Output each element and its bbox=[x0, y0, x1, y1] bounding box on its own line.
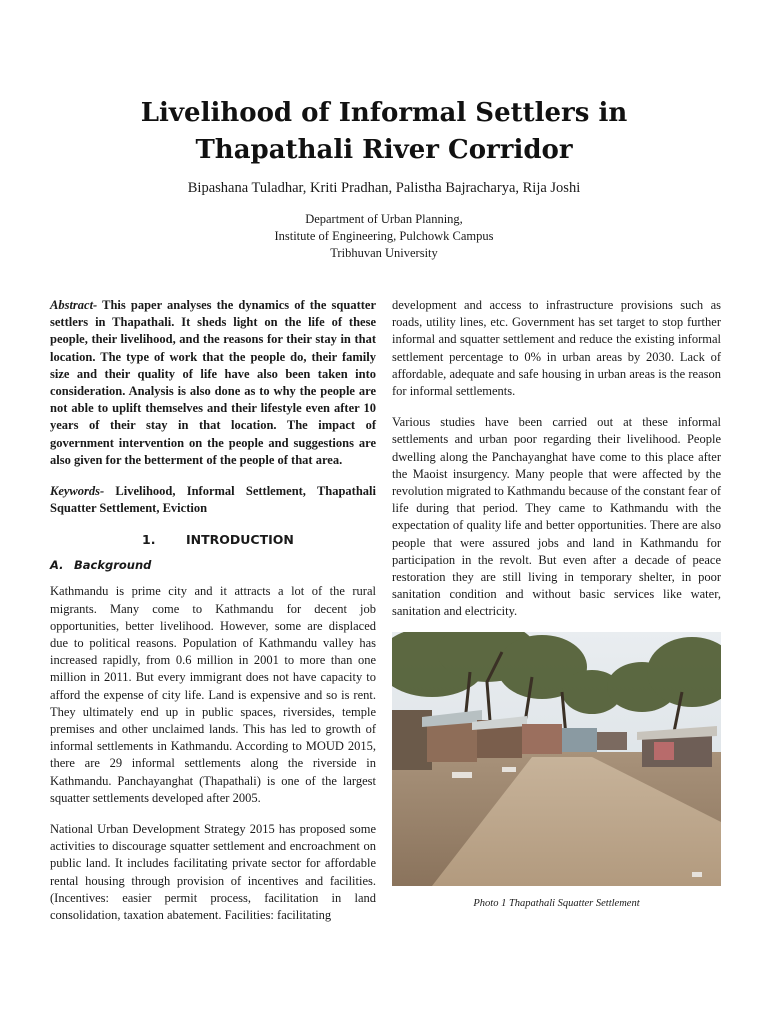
author-list: Bipashana Tuladhar, Kriti Pradhan, Palistha Bajracharya, Rija Joshi bbox=[187, 180, 581, 196]
subsection-heading-background bbox=[50, 557, 376, 571]
affiliation-institute: Institute of Engineering, Pulchowk Campus bbox=[274, 229, 494, 243]
body-paragraph: Various studies have been carried out at these informal settlements and urban poor regarding their livelihood. People dwelling along the Panchayanghat have come to this place after the Maoist insurgency. Many people that were affected by the revolution migrated to Kathmandu because of the constant fear of life during that period. They came to Kathmandu with the expectation of quality life and better opportunities. There are also people that were assured jobs and land in Kathmandu for participation in the revolt. But even after a decade of peace restoration they are still living in temporary shelter, in poor sanitation condition and without basic services like water, sanitation and electricity. bbox=[392, 415, 721, 619]
section-title: INTRODUCTION bbox=[186, 532, 294, 548]
paper-title-line-2: Thapathali River Corridor bbox=[195, 135, 573, 165]
keywords-text: Livelihood, Informal Settlement, Thapathali Squatter Settlement, Eviction bbox=[50, 484, 376, 516]
abstract-text: This paper analyses the dynamics of the squatter settlers in Thapathali. It sheds light on the life of these people, their livelihood, and the reasons for their stay in that location. The type of work that the people do, their family size and their quality of life have also been taken into consideration. Analysis is also done as to why the people are not able to uplift themselves and their lifestyle even after 10 years of their stay in that location. The impact of government intervention on the people and suggestions are also given for the betterment of the people of that area. bbox=[50, 298, 376, 467]
subsection-title: Background bbox=[74, 558, 152, 573]
abstract bbox=[50, 297, 376, 469]
section-number: 1. bbox=[142, 532, 156, 548]
photo-caption: Photo 1 Thapathali Squatter Settlement bbox=[473, 898, 640, 909]
settlement-photo bbox=[392, 632, 721, 886]
affiliation bbox=[84, 211, 684, 262]
keywords bbox=[50, 483, 376, 517]
keywords-label: Keywords- bbox=[50, 484, 105, 499]
body-paragraph: development and access to infrastructure provisions such as roads, utility lines, etc. Government has set target to stop further informal and squatter settlement and reduce the existing informal settlement percentage to 0% in urban areas by 2030. Lack of affordable, adequate and safe housing in urban areas is the reason for informal settlements. bbox=[392, 298, 721, 399]
body-paragraph: National Urban Development Strategy 2015 has proposed some activities to discourage squatter settlement and encroachment on public land. It includes facilitating private sector for affordable rental housing through provision of incentives and facilities. (Incentives: easier permit process, facilitation in land consolidation, taxation abatement. Facilities: facilitating bbox=[50, 822, 376, 923]
left-column bbox=[50, 297, 376, 932]
body-paragraph: Kathmandu is prime city and it attracts a lot of the rural migrants. Many come to Kathmandu for decent job opportunities, better livelihood. However, some are displaced due to political reasons. Population of Kathmandu valley has increased rapidly, from 0.6 million in 2001 to more than one million in 2011. But every immigrant does not have capacity to afford the expense of city life. Land is expensive and so is rent. They ultimately end up in public spaces, riversides, temple premises and other unclaimed lands. This has led to growth of informal settlements in Kathmandu. According to MOUD 2015, there are 29 informal settlements along the riverside in Kathmandu. Panchayanghat (Thapathali) is one of the largest squatter settlements developed after 2005. bbox=[50, 584, 376, 805]
subsection-letter: A. bbox=[50, 558, 64, 573]
affiliation-university: Tribhuvan University bbox=[330, 246, 438, 260]
abstract-label: Abstract- bbox=[50, 298, 98, 312]
paper-title-line-1: Livelihood of Informal Settlers in bbox=[140, 98, 628, 128]
right-column bbox=[392, 297, 721, 629]
paper-title bbox=[84, 95, 684, 169]
affiliation-department: Department of Urban Planning, bbox=[305, 212, 463, 226]
section-heading-introduction bbox=[50, 531, 376, 549]
